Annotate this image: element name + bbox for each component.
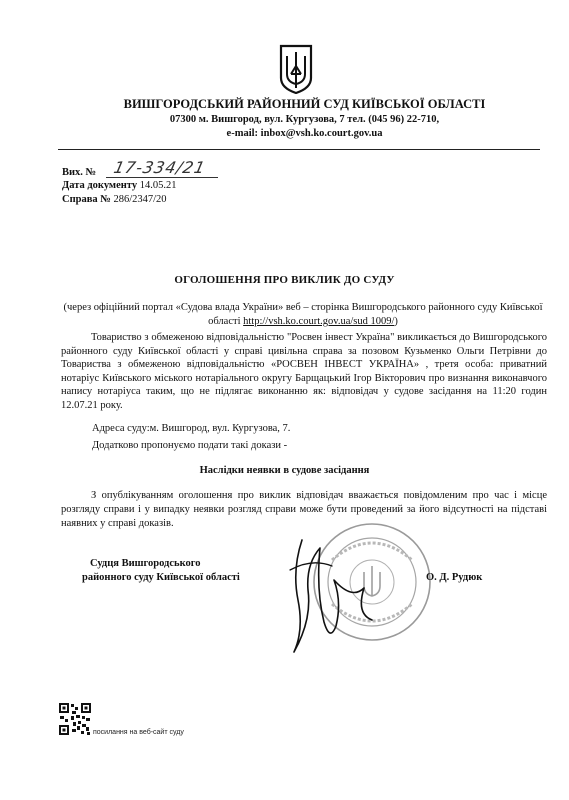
judge-title-line1: Судця Вишгородського (90, 558, 201, 569)
judge-name: О. Д. Рудюк (426, 572, 483, 583)
document-subtitle (60, 301, 546, 329)
court-address: 07300 м. Вишгород, вул. Кургузова, 7 тел. (045 96) 22-710, (169, 114, 440, 125)
outgoing-number-underline (106, 177, 218, 178)
coat-of-arms-icon (279, 44, 313, 94)
subtitle-text: (через офіційний портал «Судова влада України» веб – сторінка Вишгородського районного суду Київської області (63, 302, 543, 327)
case-number-value: 286/2347/20 (113, 194, 167, 205)
outgoing-number-label: Вих. № (62, 167, 97, 178)
case-number-row (62, 194, 167, 205)
document-date-label: Дата документу (62, 180, 138, 191)
consequences-body (61, 489, 547, 531)
additional-evidence-line: Додатково пропонуємо подати такі докази - (92, 440, 288, 451)
header-divider (58, 149, 540, 150)
court-website-link[interactable]: http://vsh.ko.court.gov.ua/sud 1009/ (243, 316, 395, 327)
outgoing-number-handwritten: 17-334/21 (111, 158, 208, 177)
qr-code-icon[interactable] (58, 702, 92, 736)
consequences-title: Наслідки неявки в судове засідання (199, 465, 370, 476)
document-date-row (62, 180, 176, 191)
outgoing-number-row (62, 167, 96, 178)
subtitle-tail: ) (394, 316, 398, 327)
document-title: ОГОЛОШЕННЯ ПРО ВИКЛИК ДО СУДУ (174, 274, 395, 286)
qr-code-caption: посилання на веб-сайт суду (93, 729, 184, 736)
judge-signature (272, 530, 382, 660)
court-address-line: Адреса суду:м. Вишгород, вул. Кургузова, 7. (92, 423, 291, 434)
consequences-paragraph: З опублікуванням оголошення про виклик відповідач вважається повідомленим про час і місце розгляду справи і у випадку неявки розгляд справи може бути проведений за його відсутності на підставі наявних у справі доказів. (61, 490, 547, 529)
case-number-label: Справа № (62, 194, 111, 205)
court-email: e-mail: inbox@vsh.ko.court.gov.ua (226, 128, 383, 139)
judge-title-line2: районного суду Київської області (82, 572, 240, 583)
court-name: ВИШГОРОДСЬКИЙ РАЙОННИЙ СУД КИЇВСЬКОЇ ОБЛАСТІ (123, 97, 486, 111)
summons-paragraph: Товариство з обмеженою відповідальністю "Росвен інвест Україна" викликається до Вишгородського районного суду Київської області у справі цивільна справа за позовом Кузьменко Ольги Петрівни до Товариства з обмеженою відповідальністю «РОСВЕН ІНВЕСТ УКРАЇНА» , третя особа: приватний нотаріус Київського міського нотаріального округу Барщацький Ігор Вікторович про визнання виконавчого напису нотаріуса таким, що не підлягає виконанню як: відповідач у судове засідання на 11:20 годин 12.07.21 року. (61, 332, 547, 411)
document-date-value: 14.05.21 (139, 180, 177, 191)
summons-body (61, 331, 547, 412)
